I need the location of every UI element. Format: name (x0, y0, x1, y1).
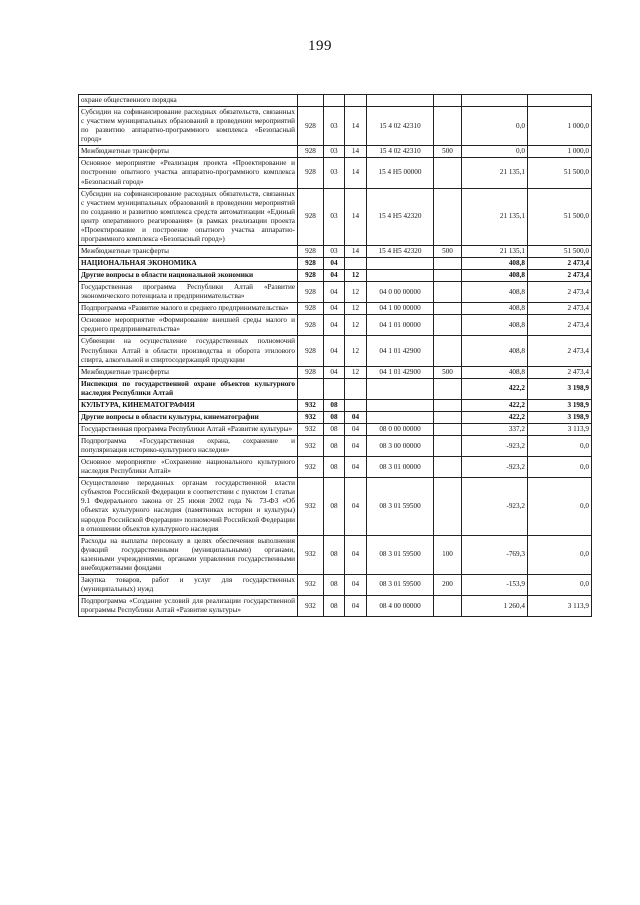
cell-subsection: 04 (345, 436, 367, 457)
cell-section: 04 (324, 270, 345, 282)
cell-admin-code: 932 (298, 423, 324, 435)
cell-admin-code: 928 (298, 303, 324, 315)
cell-name: Основное мероприятие «Реализация проекта «Проектирование и построение опытного участка аппаратно-программного комплекса «Безопасный город» (79, 158, 298, 188)
table-row (79, 158, 592, 188)
cell-name: Расходы на выплаты персоналу в целях обеспечения выполнения функций государственными (муниципальными) органами, казенными учреждениями, органами управления государственными внебюджетными фондами (79, 535, 298, 574)
cell-section: 03 (324, 107, 345, 146)
cell-admin-code: 928 (298, 158, 324, 188)
cell-amount-2: 3 113,9 (528, 423, 592, 435)
cell-name: Субвенции на осуществление государственных полномочий Республики Алтай в области производства и оборота этилового спирта, алкогольной и спиртосодержащей продукции (79, 336, 298, 366)
cell-admin-code (298, 378, 324, 399)
cell-name: Подпрограмма «Государственная охрана, сохранение и популяризация историко-культурного наследия» (79, 436, 298, 457)
cell-admin-code: 932 (298, 574, 324, 595)
cell-amount-1: 21 135,1 (462, 158, 528, 188)
cell-name: Государственная программа Республики Алтай «Развитие экономического потенциала и предпринимательства» (79, 282, 298, 303)
cell-subsection: 14 (345, 188, 367, 245)
cell-subsection: 14 (345, 107, 367, 146)
cell-expense-type: 200 (434, 574, 462, 595)
cell-amount-1: -923,2 (462, 457, 528, 478)
table-row (79, 188, 592, 245)
cell-expense-type (434, 411, 462, 423)
cell-expense-type: 100 (434, 535, 462, 574)
cell-amount-1: 408,8 (462, 303, 528, 315)
cell-amount-1: -923,2 (462, 436, 528, 457)
cell-amount-1: 408,8 (462, 258, 528, 270)
cell-target-article (367, 270, 434, 282)
table-row (79, 457, 592, 478)
cell-expense-type (434, 270, 462, 282)
cell-target-article: 15 4 H5 42320 (367, 245, 434, 257)
cell-name: Осуществление переданных органам государственной власти субъектов Российской Федерации в соответствии с пунктом 1 статьи 9.1 Федерального закона от 25 июня 2002 года № 73-ФЗ «Об объектах культурного наследия (памятниках истории и культуры) народов Российской Федерации» полномочий Российской Федерации в отношении объектов культурного наследия (79, 478, 298, 535)
table-row (79, 399, 592, 411)
cell-subsection: 14 (345, 245, 367, 257)
cell-name: Основное мероприятие «Формирование внешней среды малого и среднего предпринимательства» (79, 315, 298, 336)
cell-section: 04 (324, 303, 345, 315)
cell-name: КУЛЬТУРА, КИНЕМАТОГРАФИЯ (79, 399, 298, 411)
cell-amount-1: 408,8 (462, 366, 528, 378)
cell-subsection: 12 (345, 303, 367, 315)
cell-amount-1: 422,2 (462, 411, 528, 423)
cell-amount-2: 2 473,4 (528, 258, 592, 270)
table-row (79, 423, 592, 435)
cell-expense-type (434, 478, 462, 535)
cell-name: Субсидии на софинансирование расходных обязательств, связанных с участием муниципальных образований в проведении мероприятий по развитию аппаратно-программного комплекса «Безопасный город» (79, 107, 298, 146)
cell-subsection: 04 (345, 457, 367, 478)
cell-admin-code: 932 (298, 457, 324, 478)
cell-target-article (367, 378, 434, 399)
cell-amount-2: 51 500,0 (528, 245, 592, 257)
cell-subsection: 04 (345, 535, 367, 574)
cell-amount-2: 2 473,4 (528, 303, 592, 315)
cell-amount-1: 408,8 (462, 282, 528, 303)
cell-expense-type (434, 282, 462, 303)
cell-amount-1: 0,0 (462, 107, 528, 146)
cell-admin-code: 932 (298, 535, 324, 574)
cell-amount-1: 408,8 (462, 336, 528, 366)
cell-target-article: 15 4 H5 00000 (367, 158, 434, 188)
table-row (79, 366, 592, 378)
table-row (79, 303, 592, 315)
cell-section: 08 (324, 478, 345, 535)
cell-name: Другие вопросы в области национальной экономики (79, 270, 298, 282)
cell-expense-type (434, 596, 462, 617)
cell-expense-type (434, 315, 462, 336)
cell-expense-type (434, 95, 462, 107)
table-row (79, 245, 592, 257)
cell-amount-2: 2 473,4 (528, 336, 592, 366)
cell-amount-2: 1 000,0 (528, 107, 592, 146)
cell-amount-2: 0,0 (528, 574, 592, 595)
cell-amount-1: -923,2 (462, 478, 528, 535)
cell-target-article: 08 4 00 00000 (367, 596, 434, 617)
cell-name: Другие вопросы в области культуры, кинематографии (79, 411, 298, 423)
cell-expense-type: 500 (434, 245, 462, 257)
cell-target-article: 08 3 01 59500 (367, 535, 434, 574)
cell-subsection (345, 95, 367, 107)
cell-amount-1: 408,8 (462, 270, 528, 282)
cell-amount-2: 3 198,9 (528, 399, 592, 411)
table-row (79, 95, 592, 107)
cell-target-article: 08 3 00 00000 (367, 436, 434, 457)
cell-subsection: 12 (345, 282, 367, 303)
cell-section: 08 (324, 423, 345, 435)
cell-section: 08 (324, 535, 345, 574)
cell-amount-2: 0,0 (528, 436, 592, 457)
cell-target-article: 04 1 00 00000 (367, 303, 434, 315)
cell-name: Подпрограмма «Создание условий для реализации государственной программы Республики Алтай «Развитие культуры» (79, 596, 298, 617)
cell-target-article: 04 1 01 42900 (367, 366, 434, 378)
cell-target-article: 04 0 00 00000 (367, 282, 434, 303)
cell-admin-code: 928 (298, 282, 324, 303)
cell-name: Государственная программа Республики Алтай «Развитие культуры» (79, 423, 298, 435)
cell-expense-type: 500 (434, 366, 462, 378)
cell-section: 03 (324, 146, 345, 158)
cell-section: 04 (324, 282, 345, 303)
cell-section: 04 (324, 315, 345, 336)
cell-amount-2: 0,0 (528, 535, 592, 574)
cell-section: 04 (324, 336, 345, 366)
cell-amount-1: 1 260,4 (462, 596, 528, 617)
table-row (79, 282, 592, 303)
cell-expense-type (434, 336, 462, 366)
cell-expense-type (434, 423, 462, 435)
cell-subsection: 12 (345, 315, 367, 336)
cell-amount-2: 3 198,9 (528, 411, 592, 423)
table-body (79, 95, 592, 617)
cell-subsection (345, 258, 367, 270)
table-row (79, 596, 592, 617)
cell-admin-code: 928 (298, 245, 324, 257)
cell-amount-2: 3 113,9 (528, 596, 592, 617)
cell-amount-2: 2 473,4 (528, 270, 592, 282)
cell-subsection (345, 399, 367, 411)
cell-admin-code: 928 (298, 270, 324, 282)
cell-expense-type (434, 378, 462, 399)
table-row (79, 107, 592, 146)
cell-admin-code: 928 (298, 336, 324, 366)
cell-name: Подпрограмма «Развитие малого и среднего предпринимательства» (79, 303, 298, 315)
cell-target-article (367, 258, 434, 270)
cell-admin-code: 928 (298, 315, 324, 336)
table-row (79, 146, 592, 158)
cell-amount-1: 21 135,1 (462, 188, 528, 245)
cell-admin-code: 928 (298, 188, 324, 245)
cell-admin-code: 932 (298, 436, 324, 457)
cell-name: НАЦИОНАЛЬНАЯ ЭКОНОМИКА (79, 258, 298, 270)
cell-subsection: 04 (345, 478, 367, 535)
cell-expense-type (434, 107, 462, 146)
cell-section: 08 (324, 411, 345, 423)
cell-subsection: 12 (345, 336, 367, 366)
cell-admin-code (298, 95, 324, 107)
cell-expense-type (434, 399, 462, 411)
table-row (79, 411, 592, 423)
cell-target-article (367, 399, 434, 411)
cell-admin-code: 928 (298, 107, 324, 146)
cell-amount-1: -153,9 (462, 574, 528, 595)
cell-section: 04 (324, 366, 345, 378)
cell-target-article (367, 95, 434, 107)
cell-expense-type (434, 258, 462, 270)
cell-target-article: 08 3 01 00000 (367, 457, 434, 478)
cell-section: 08 (324, 436, 345, 457)
cell-subsection: 04 (345, 574, 367, 595)
cell-admin-code: 932 (298, 478, 324, 535)
cell-admin-code: 928 (298, 258, 324, 270)
cell-subsection: 12 (345, 270, 367, 282)
cell-admin-code: 928 (298, 366, 324, 378)
table-row (79, 436, 592, 457)
cell-admin-code: 932 (298, 399, 324, 411)
cell-admin-code: 932 (298, 596, 324, 617)
cell-name: Межбюджетные трансферты (79, 146, 298, 158)
table-row (79, 270, 592, 282)
table-row (79, 315, 592, 336)
cell-name: Закупка товаров, работ и услуг для государственных (муниципальных) нужд (79, 574, 298, 595)
cell-target-article: 15 4 02 42310 (367, 146, 434, 158)
cell-amount-2: 3 198,9 (528, 378, 592, 399)
cell-amount-2: 2 473,4 (528, 315, 592, 336)
cell-admin-code: 932 (298, 411, 324, 423)
cell-subsection: 04 (345, 596, 367, 617)
cell-section (324, 378, 345, 399)
cell-section: 08 (324, 596, 345, 617)
cell-amount-2: 1 000,0 (528, 146, 592, 158)
cell-amount-1: 21 135,1 (462, 245, 528, 257)
cell-expense-type (434, 188, 462, 245)
cell-amount-2: 51 500,0 (528, 158, 592, 188)
cell-amount-1: -769,3 (462, 535, 528, 574)
cell-name: охране общественного порядка (79, 95, 298, 107)
cell-section: 08 (324, 574, 345, 595)
cell-subsection: 04 (345, 423, 367, 435)
cell-target-article: 08 3 01 59500 (367, 478, 434, 535)
cell-amount-1: 337,2 (462, 423, 528, 435)
cell-amount-1: 422,2 (462, 378, 528, 399)
cell-amount-1: 408,8 (462, 315, 528, 336)
cell-target-article: 04 1 01 00000 (367, 315, 434, 336)
cell-amount-2: 0,0 (528, 478, 592, 535)
cell-subsection (345, 378, 367, 399)
cell-amount-1: 0,0 (462, 146, 528, 158)
cell-name: Субсидии на софинансирование расходных обязательств, связанных с участием муниципальных образований в проведении мероприятий по созданию и развитию комплекса средств автоматизации «Единый центр оперативного реагирования» (в рамках реализации проекта «Проектирование и построение опытного участка аппаратно-программного комплекса «Безопасный город») (79, 188, 298, 245)
table-row (79, 535, 592, 574)
table-row (79, 574, 592, 595)
cell-section: 03 (324, 245, 345, 257)
cell-expense-type (434, 158, 462, 188)
cell-expense-type (434, 436, 462, 457)
cell-target-article: 08 3 01 59500 (367, 574, 434, 595)
cell-amount-2: 2 473,4 (528, 366, 592, 378)
cell-amount-2 (528, 95, 592, 107)
cell-amount-2: 0,0 (528, 457, 592, 478)
cell-section: 03 (324, 158, 345, 188)
cell-name: Межбюджетные трансферты (79, 366, 298, 378)
table-row (79, 258, 592, 270)
page-number: 199 (308, 38, 332, 54)
cell-section: 08 (324, 399, 345, 411)
table-row (79, 478, 592, 535)
cell-name: Инспекция по государственной охране объектов культурного наследия Республики Алтай (79, 378, 298, 399)
cell-amount-1: 422,2 (462, 399, 528, 411)
cell-section (324, 95, 345, 107)
cell-expense-type: 500 (434, 146, 462, 158)
cell-subsection: 04 (345, 411, 367, 423)
cell-target-article (367, 411, 434, 423)
table-row (79, 378, 592, 399)
cell-subsection: 14 (345, 146, 367, 158)
cell-target-article: 04 1 01 42900 (367, 336, 434, 366)
budget-table (78, 94, 592, 617)
table-row (79, 336, 592, 366)
cell-name: Межбюджетные трансферты (79, 245, 298, 257)
cell-amount-2: 51 500,0 (528, 188, 592, 245)
cell-subsection: 14 (345, 158, 367, 188)
cell-section: 08 (324, 457, 345, 478)
cell-amount-1 (462, 95, 528, 107)
cell-section: 03 (324, 188, 345, 245)
cell-name: Основное мероприятие «Сохранение национального культурного наследия Республики Алтай» (79, 457, 298, 478)
cell-amount-2: 2 473,4 (528, 282, 592, 303)
cell-subsection: 12 (345, 366, 367, 378)
cell-admin-code: 928 (298, 146, 324, 158)
cell-section: 04 (324, 258, 345, 270)
cell-expense-type (434, 457, 462, 478)
cell-target-article: 15 4 02 42310 (367, 107, 434, 146)
cell-target-article: 15 4 H5 42320 (367, 188, 434, 245)
cell-target-article: 08 0 00 00000 (367, 423, 434, 435)
cell-expense-type (434, 303, 462, 315)
